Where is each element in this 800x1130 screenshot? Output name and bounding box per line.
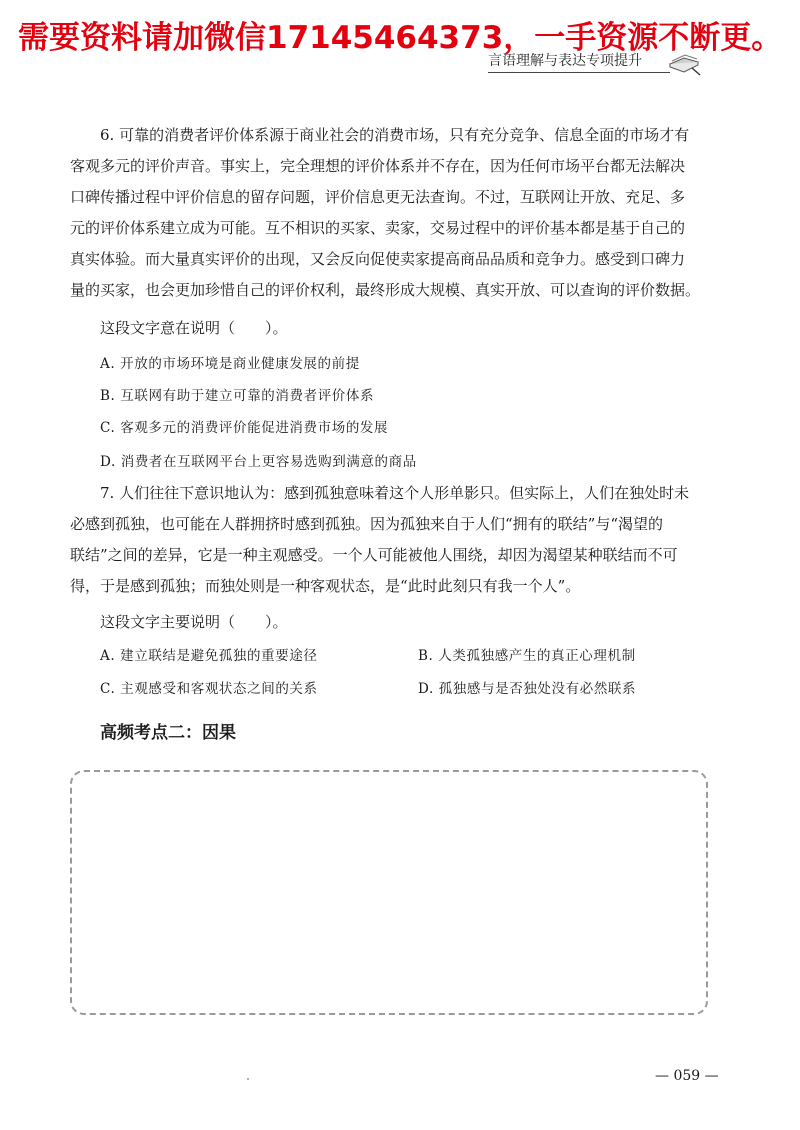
q6-stem: 这段文字意在说明（ ）。: [100, 319, 288, 337]
page-number: — 059 —: [655, 1068, 719, 1084]
q6-line: 真实体验。而大量真实评价的出现，又会反向促使卖家提高商品品质和竞争力。感受到口碑力: [70, 250, 686, 268]
q7-line: 7. 人们往往下意识地认为：感到孤独意味着这个人形单影只。但实际上，人们在独处时未: [100, 484, 690, 502]
q6-line: 客观多元的评价声音。事实上，完全理想的评价体系并不存在，因为任何市场平台都无法解决: [70, 157, 686, 175]
running-header-title: 言语理解与表达专项提升: [488, 53, 642, 69]
section-title: 高频考点二：因果: [100, 723, 236, 743]
scan-speck: [247, 1078, 249, 1080]
q6-line: 口碑传播过程中评价信息的留存问题，评价信息更无法查询。不过，互联网让开放、充足、多: [70, 188, 686, 206]
q6-line: 量的买家，也会更加珍惜自己的评价权利，最终形成大规模、真实开放、可以查询的评价数据。: [70, 281, 701, 299]
q7-line: 必感到孤独，也可能在人群拥挤时感到孤独。因为孤独来自于人们“拥有的联结”与“渴望的: [70, 515, 664, 533]
q7-option-b: B. 人类孤独感产生的真正心理机制: [418, 648, 636, 664]
q6-option-a: A. 开放的市场环境是商业健康发展的前提: [100, 356, 360, 372]
q7-option-c: C. 主观感受和客观状态之间的关系: [100, 681, 318, 697]
q7-stem: 这段文字主要说明（ ）。: [100, 613, 288, 631]
q6-option-c: C. 客观多元的消费评价能促进消费市场的发展: [100, 420, 389, 436]
q6-option-d: D. 消费者在互联网平台上更容易选购到满意的商品: [100, 454, 417, 470]
q6-line: 6. 可靠的消费者评价体系源于商业社会的消费市场，只有充分竞争、信息全面的市场才有: [100, 126, 690, 144]
notes-box: [70, 770, 708, 1015]
q6-option-b: B. 互联网有助于建立可靠的消费者评价体系: [100, 388, 375, 404]
q7-option-d: D. 孤独感与是否独处没有必然联系: [418, 681, 637, 697]
q7-line: 得，于是感到孤独；而独处则是一种客观状态，是“此时此刻只有我一个人”。: [70, 577, 581, 595]
book-icon: [668, 50, 702, 76]
q7-line: 联结”之间的差异，它是一种主观感受。一个人可能被他人围绕，却因为渴望某种联结而不可: [70, 546, 678, 564]
q6-line: 元的评价体系建立成为可能。互不相识的买家、卖家，交易过程中的评价基本都是基于自己的: [70, 219, 686, 237]
header-rule: [488, 72, 670, 73]
watermark-banner: 需要资料请加微信17145464373，一手资源不断更。: [18, 20, 783, 56]
q7-option-a: A. 建立联结是避免孤独的重要途径: [100, 648, 318, 664]
